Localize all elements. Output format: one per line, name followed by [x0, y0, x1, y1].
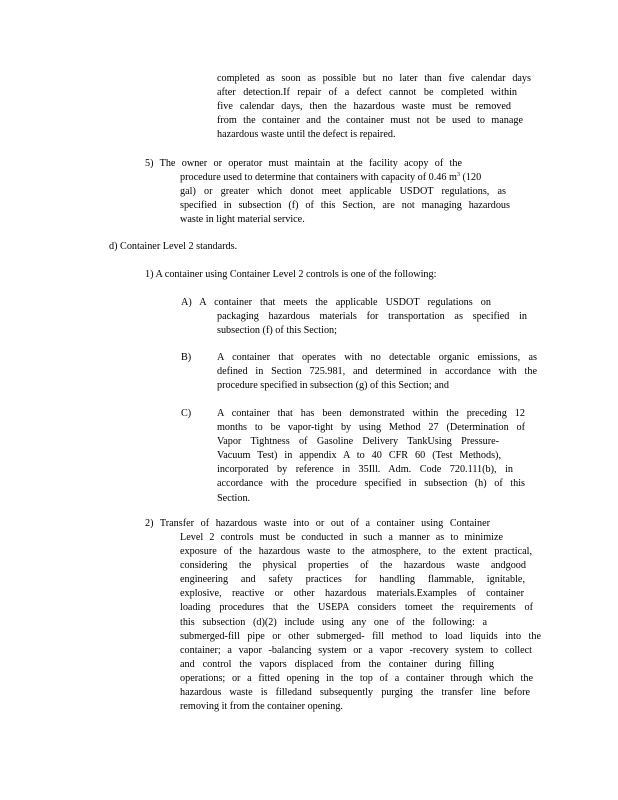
text-line: considering the physical properties of the hazardous waste andgood — [180, 560, 526, 572]
text-line: from the container and the container must not be used to manage — [217, 115, 523, 127]
item-5-first-line: 5) The owner or operator must maintain at the facility acopy of the — [145, 158, 462, 169]
text-line: subsection (f) of this Section; — [217, 325, 337, 337]
text-line: operations; or a fitted opening in the top of a container through which the — [180, 672, 533, 684]
text-line: this subsection (d)(2) include using any one of the following: a — [180, 616, 487, 628]
text-fragment: (120 — [459, 172, 482, 183]
text-line: loading procedures that the USEPA considers tomeet the requirements of — [180, 602, 533, 614]
text-line: procedure specified in subsection (g) of this Section; and — [217, 380, 449, 392]
text-line: waste in light material service. — [180, 214, 305, 226]
text-line: defined in Section 725.981, and determined in accordance with the — [217, 366, 537, 378]
text-line: explosive, reactive or other hazardous materials.Examples of container — [180, 588, 524, 600]
text-line: Level 2 controls must be conducted in such a manner as to minimize — [180, 532, 503, 543]
item-A-paragraph — [181, 296, 501, 310]
item-A-continuation — [217, 310, 527, 338]
text-line: hazardous waste until the defect is repaired. — [217, 129, 396, 141]
section-d-heading: d) Container Level 2 standards. — [109, 241, 238, 252]
text-line: accordance with the procedure specified in subsection (h) of this — [217, 478, 525, 490]
item-2-first-line: 2) Transfer of hazardous waste into or out of a container using Container — [145, 518, 490, 529]
text-line: A container that operates with no detectable organic emissions, as — [217, 352, 537, 363]
text-line — [180, 171, 545, 185]
text-line: removing it from the container opening. — [180, 701, 343, 713]
continuation-paragraph — [217, 72, 531, 142]
superscript: 3 — [456, 172, 460, 178]
item-d1-heading: 1) A container using Container Level 2 controls is one of the following: — [145, 269, 437, 280]
item-5-continuation-rest — [180, 185, 510, 227]
item-2-continuation — [180, 531, 541, 714]
text-fragment: procedure used to determine that containers with capacity of 0.46 m — [180, 172, 457, 183]
text-line: five calendar days, then the hazardous waste must be removed — [217, 101, 511, 113]
text-line: gal) or greater which donot meet applicable USDOT regulations, as — [180, 186, 506, 197]
text-line: exposure of the hazardous waste to the atmosphere, to the extent practical, — [180, 546, 532, 558]
text-line: hazardous waste is filledand subsequently purging the transfer line before — [180, 687, 530, 699]
text-line: submerged-fill pipe or other submerged- fill method to load liquids into the — [180, 630, 541, 642]
text-line: A container that has been demonstrated within the preceding 12 — [217, 408, 525, 419]
text-line: Vapor Tightness of Gasoline Delivery TankUsing Pressure- — [217, 436, 499, 448]
text-line: packaging hazardous materials for transportation as specified in — [217, 311, 527, 322]
item-B-text — [217, 351, 537, 393]
text-line: container; a vapor -balancing system or a vapor -recovery system to collect — [180, 644, 532, 656]
text-line: completed as soon as possible but no later than five calendar days — [217, 73, 531, 84]
item-B-label: B) — [181, 352, 192, 363]
item-2-paragraph — [145, 517, 505, 531]
text-line: months to be vapor-tight by using Method 27 (Determination of — [217, 422, 525, 434]
item-C-label: C) — [181, 408, 192, 419]
text-line: Vacuum Test) in appendix A to 40 CFR 60 (Test Methods), — [217, 450, 501, 462]
text-line: engineering and safety practices for handling flammable, ignitable, — [180, 574, 525, 586]
text-line: specified in subsection (f) of this Section, are not managing hazardous — [180, 200, 510, 212]
item-5-paragraph — [145, 157, 545, 171]
text-line: and control the vapors displaced from the container during filling — [180, 658, 494, 670]
item-5-continuation — [180, 171, 545, 185]
item-A-first-line: A) A container that meets the applicable USDOT regulations on — [181, 297, 491, 308]
text-line: Section. — [217, 492, 251, 504]
text-line: incorporated by reference in 35Ill. Adm. Code 720.111(b), in — [217, 464, 513, 476]
text-line: after detection.If repair of a defect cannot be completed within — [217, 87, 517, 99]
item-C-text — [217, 407, 525, 506]
